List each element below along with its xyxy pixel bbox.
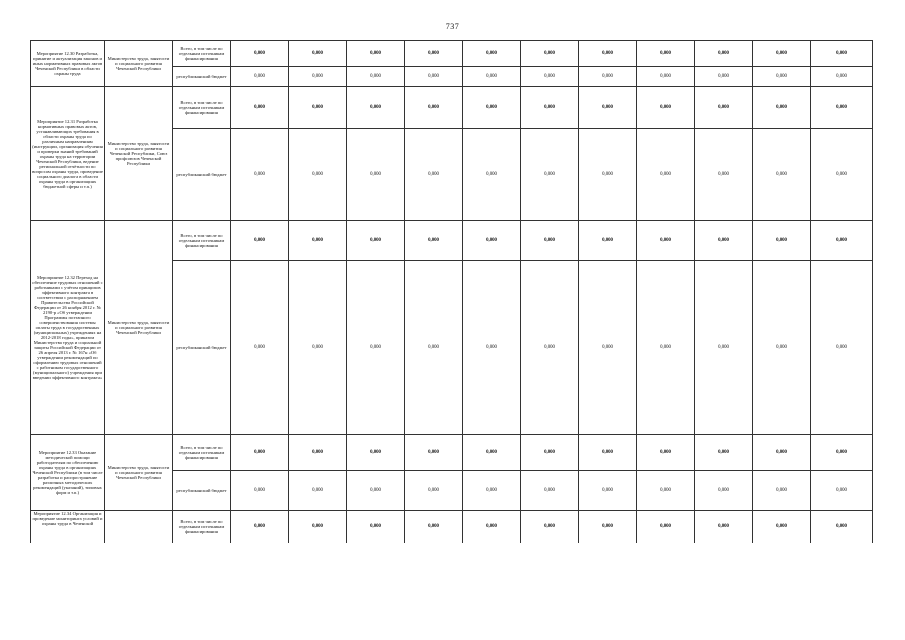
- value-cell: 0,000: [753, 129, 811, 221]
- value-cell: 0,000: [405, 67, 463, 87]
- value-cell: 0,000: [637, 511, 695, 543]
- event-cell: Мероприятие 12.32 Переход на обеспечение трудовых отношений с работниками с учётом принципов эффективного контракта в соответствии с распоряжением Правительства Российской Федерации от 26 ноября 2012 г. № 2190-р «Об утверждении Программы поэтапного совершенствования системы оплаты труда в государственных (муниципальных) учреждениях на 2012-2018 годы», приказом Министерства труда и социальной защиты Российской Федерации от 26 апреля 2013 г. № 167н «Об утверждении рекомендаций по оформлению трудовых отношений с работником государственного (муниципального) учреждения при введении эффективного контракта»: [31, 221, 105, 435]
- value-cell: 0,000: [463, 41, 521, 67]
- value-cell: 0,000: [347, 41, 405, 67]
- value-cell: 0,000: [405, 41, 463, 67]
- table-row: [31, 511, 873, 543]
- value-cell: 0,000: [521, 41, 579, 67]
- value-cell: 0,000: [289, 261, 347, 435]
- funding-source-cell: республиканский бюджет: [173, 261, 231, 435]
- value-cell: 0,000: [463, 261, 521, 435]
- value-cell: 0,000: [579, 67, 637, 87]
- value-cell: 0,000: [579, 221, 637, 261]
- event-cell: Мероприятие 12.33 Оказание методической помощи работодателям по обеспечению охраны труда в организациях Чеченской Республики (в том числе разработка и распространение различных методических рекомендаций (указаний), типовых форм и т.п.): [31, 435, 105, 511]
- value-cell: 0,000: [579, 41, 637, 67]
- table-row: [31, 87, 873, 129]
- value-cell: 0,000: [811, 67, 873, 87]
- value-cell: 0,000: [695, 129, 753, 221]
- executor-cell: Министерство труда, занятости и социального развития Чеченской Республики: [105, 41, 173, 87]
- value-cell: 0,000: [463, 435, 521, 471]
- value-cell: 0,000: [405, 261, 463, 435]
- value-cell: 0,000: [695, 41, 753, 67]
- value-cell: 0,000: [695, 261, 753, 435]
- value-cell: 0,000: [753, 471, 811, 511]
- value-cell: 0,000: [405, 511, 463, 543]
- value-cell: 0,000: [231, 41, 289, 67]
- value-cell: 0,000: [521, 435, 579, 471]
- value-cell: 0,000: [753, 67, 811, 87]
- value-cell: 0,000: [347, 261, 405, 435]
- value-cell: 0,000: [521, 471, 579, 511]
- value-cell: 0,000: [405, 435, 463, 471]
- value-cell: 0,000: [695, 511, 753, 543]
- page-number: 737: [445, 22, 460, 31]
- value-cell: 0,000: [289, 471, 347, 511]
- value-cell: 0,000: [637, 471, 695, 511]
- value-cell: 0,000: [521, 511, 579, 543]
- event-cell: Мероприятие 12.30 Разработка, принятие и актуализация законов и иных нормативных правовых актов Чеченской Республики в области охраны труда: [31, 41, 105, 87]
- event-cell: Мероприятие 12.34 Организация и проведение мониторинга условий и охраны труда в Чеченской: [31, 511, 105, 543]
- value-cell: 0,000: [811, 435, 873, 471]
- value-cell: 0,000: [811, 511, 873, 543]
- event-cell: Мероприятие 12.31 Разработка нормативных правовых актов, устанавливающих требования в области охраны труда по различным направлениям (инструкции, организация обучения и проверки знаний требований охраны труда на территории Чеченской Республики, ведение региональной отчётности по вопросам охраны труда, проведение социального диалога в области охраны труда в организациях бюджетной сферы и т.п.): [31, 87, 105, 221]
- value-cell: 0,000: [289, 41, 347, 67]
- value-cell: 0,000: [637, 435, 695, 471]
- value-cell: 0,000: [231, 67, 289, 87]
- value-cell: 0,000: [695, 67, 753, 87]
- funding-source-cell: республиканский бюджет: [173, 129, 231, 221]
- value-cell: 0,000: [347, 129, 405, 221]
- value-cell: 0,000: [753, 87, 811, 129]
- value-cell: 0,000: [347, 471, 405, 511]
- value-cell: 0,000: [289, 129, 347, 221]
- value-cell: 0,000: [463, 221, 521, 261]
- value-cell: 0,000: [405, 471, 463, 511]
- value-cell: 0,000: [347, 221, 405, 261]
- value-cell: 0,000: [463, 129, 521, 221]
- funding-source-cell: Всего, в том числе по отдельным источникам финансирования: [173, 221, 231, 261]
- value-cell: 0,000: [579, 87, 637, 129]
- value-cell: 0,000: [579, 129, 637, 221]
- value-cell: 0,000: [695, 87, 753, 129]
- funding-source-cell: республиканский бюджет: [173, 471, 231, 511]
- executor-cell: Министерство труда, занятости и социального развития Чеченской Республики: [105, 435, 173, 511]
- funding-source-cell: Всего, в том числе по отдельным источникам финансирования: [173, 435, 231, 471]
- value-cell: 0,000: [347, 67, 405, 87]
- value-cell: 0,000: [579, 435, 637, 471]
- value-cell: 0,000: [289, 511, 347, 543]
- value-cell: 0,000: [579, 471, 637, 511]
- value-cell: 0,000: [231, 435, 289, 471]
- value-cell: 0,000: [289, 67, 347, 87]
- value-cell: 0,000: [695, 471, 753, 511]
- executor-cell: [105, 511, 173, 543]
- value-cell: 0,000: [637, 221, 695, 261]
- value-cell: 0,000: [637, 261, 695, 435]
- value-cell: 0,000: [811, 129, 873, 221]
- funding-source-cell: Всего, в том числе по отдельным источникам финансирования: [173, 511, 231, 543]
- value-cell: 0,000: [231, 511, 289, 543]
- value-cell: 0,000: [289, 221, 347, 261]
- value-cell: 0,000: [463, 67, 521, 87]
- value-cell: 0,000: [405, 87, 463, 129]
- value-cell: 0,000: [637, 87, 695, 129]
- value-cell: 0,000: [811, 261, 873, 435]
- value-cell: 0,000: [753, 435, 811, 471]
- value-cell: 0,000: [405, 129, 463, 221]
- value-cell: 0,000: [695, 435, 753, 471]
- value-cell: 0,000: [405, 221, 463, 261]
- value-cell: 0,000: [521, 129, 579, 221]
- budget-table: [30, 40, 873, 543]
- value-cell: 0,000: [463, 471, 521, 511]
- value-cell: 0,000: [231, 129, 289, 221]
- value-cell: 0,000: [231, 471, 289, 511]
- table-row: [31, 221, 873, 261]
- value-cell: 0,000: [289, 435, 347, 471]
- value-cell: 0,000: [753, 41, 811, 67]
- value-cell: 0,000: [753, 261, 811, 435]
- value-cell: 0,000: [811, 41, 873, 67]
- value-cell: 0,000: [753, 511, 811, 543]
- value-cell: 0,000: [579, 511, 637, 543]
- value-cell: 0,000: [289, 87, 347, 129]
- value-cell: 0,000: [695, 221, 753, 261]
- funding-source-cell: республиканский бюджет: [173, 67, 231, 87]
- value-cell: 0,000: [521, 221, 579, 261]
- value-cell: 0,000: [579, 261, 637, 435]
- executor-cell: Министерство труда, занятости и социального развития Чеченской Республики: [105, 221, 173, 435]
- value-cell: 0,000: [231, 221, 289, 261]
- value-cell: 0,000: [347, 87, 405, 129]
- value-cell: 0,000: [521, 87, 579, 129]
- table-row: [31, 435, 873, 471]
- value-cell: 0,000: [463, 511, 521, 543]
- funding-source-cell: Всего, в том числе по отдельным источникам финансирования: [173, 87, 231, 129]
- funding-source-cell: Всего, в том числе по отдельным источникам финансирования: [173, 41, 231, 67]
- value-cell: 0,000: [347, 435, 405, 471]
- value-cell: 0,000: [231, 261, 289, 435]
- value-cell: 0,000: [811, 221, 873, 261]
- value-cell: 0,000: [637, 129, 695, 221]
- executor-cell: Министерство труда, занятости и социального развития Чеченской Республики, Союз профсоюзов Чеченской Республики: [105, 87, 173, 221]
- table-row: [31, 41, 873, 67]
- value-cell: 0,000: [753, 221, 811, 261]
- value-cell: 0,000: [347, 511, 405, 543]
- value-cell: 0,000: [637, 67, 695, 87]
- value-cell: 0,000: [811, 471, 873, 511]
- value-cell: 0,000: [637, 41, 695, 67]
- value-cell: 0,000: [463, 87, 521, 129]
- value-cell: 0,000: [231, 87, 289, 129]
- value-cell: 0,000: [811, 87, 873, 129]
- value-cell: 0,000: [521, 261, 579, 435]
- value-cell: 0,000: [521, 67, 579, 87]
